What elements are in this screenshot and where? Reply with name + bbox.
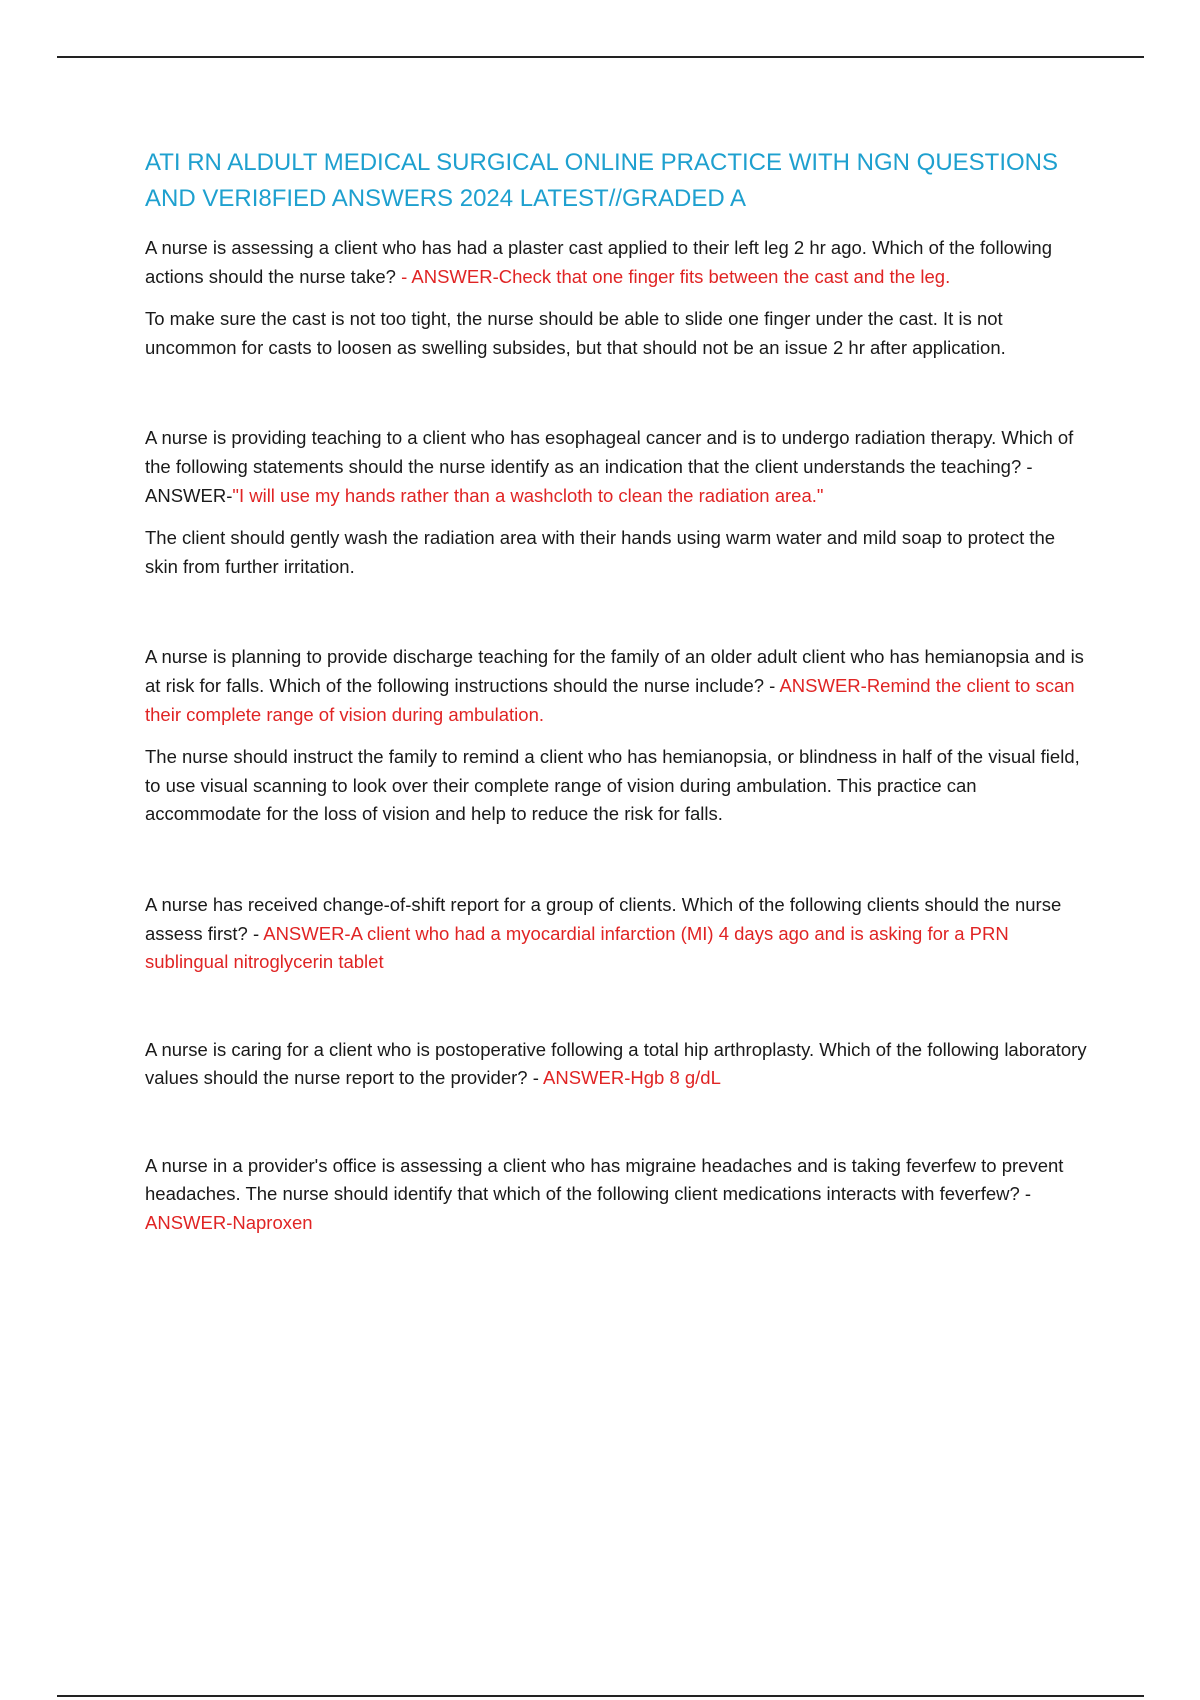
answer-text: ANSWER-A client who had a myocardial infarction (MI) 4 days ago and is asking for a PRN sublingual nitroglycerin tablet xyxy=(145,922,1009,973)
question-3 xyxy=(145,643,1090,729)
qa-item-1 xyxy=(145,234,1090,362)
question-text: A nurse is caring for a client who is postoperative following a total hip arthroplasty. Which of the following laboratory values should the nurse report to the provider? - xyxy=(145,1038,1087,1089)
bottom-rule xyxy=(57,1695,1144,1697)
question-text: A nurse is planning to provide discharge teaching for the family of an older adult client who has hemianopsia and is at risk for falls. Which of the following instructions should the nurse include? - xyxy=(145,646,1084,696)
question-6 xyxy=(145,1152,1090,1238)
qa-item-6 xyxy=(145,1152,1090,1238)
answer-text: - ANSWER-Check that one finger fits between the cast and the leg. xyxy=(401,265,951,287)
explanation-3: The nurse should instruct the family to remind a client who has hemianopsia, or blindness in half of the visual field, to use visual scanning to look over their complete range of vision during ambulation. This practice can accommodate for the loss of vision and help to reduce the risk for falls. xyxy=(145,746,1080,825)
explanation-2: The client should gently wash the radiation area with their hands using warm water and mild soap to protect the skin from further irritation. xyxy=(145,527,1056,577)
top-rule xyxy=(57,56,1144,58)
qa-item-5 xyxy=(145,1036,1090,1093)
answer-text: ANSWER-Naproxen xyxy=(145,1212,313,1234)
question-1 xyxy=(145,234,1090,291)
question-4 xyxy=(145,891,1090,977)
answer-text: ANSWER-Hgb 8 g/dL xyxy=(543,1067,721,1089)
qa-item-4 xyxy=(145,891,1090,977)
document-title: ATI RN ALDULT MEDICAL SURGICAL ONLINE PRACTICE WITH NGN QUESTIONS AND VERI8FIED ANSWERS 2024 LATEST//GRADED A xyxy=(145,149,1059,212)
question-text: A nurse is providing teaching to a client who has esophageal cancer and is to undergo radiation therapy. Which of the following statements should the nurse identify as an indication that the client understands the teaching? - ANSWER- xyxy=(145,427,1074,506)
document-body xyxy=(145,145,1090,1238)
explanation-1: To make sure the cast is not too tight, the nurse should be able to slide one finger under the cast. It is not uncommon for casts to loosen as swelling subsides, but that should not be an issue 2 hr after application. xyxy=(145,308,1006,358)
qa-item-2 xyxy=(145,424,1090,581)
answer-text: ANSWER-Remind the client to scan their complete range of vision during ambulation. xyxy=(145,674,1075,725)
answer-text: "I will use my hands rather than a washcloth to clean the radiation area." xyxy=(232,484,824,506)
qa-item-3 xyxy=(145,643,1090,829)
question-2 xyxy=(145,424,1090,510)
question-text: A nurse in a provider's office is assessing a client who has migraine headaches and is taking feverfew to prevent headaches. The nurse should identify that which of the following client medications interacts with feverfew? - xyxy=(145,1154,1064,1205)
question-text: A nurse has received change-of-shift report for a group of clients. Which of the following clients should the nurse assess first? - xyxy=(145,893,1062,944)
question-text: A nurse is assessing a client who has had a plaster cast applied to their left leg 2 hr ago. Which of the following actions should the nurse take? xyxy=(145,237,1053,287)
question-5 xyxy=(145,1036,1090,1093)
